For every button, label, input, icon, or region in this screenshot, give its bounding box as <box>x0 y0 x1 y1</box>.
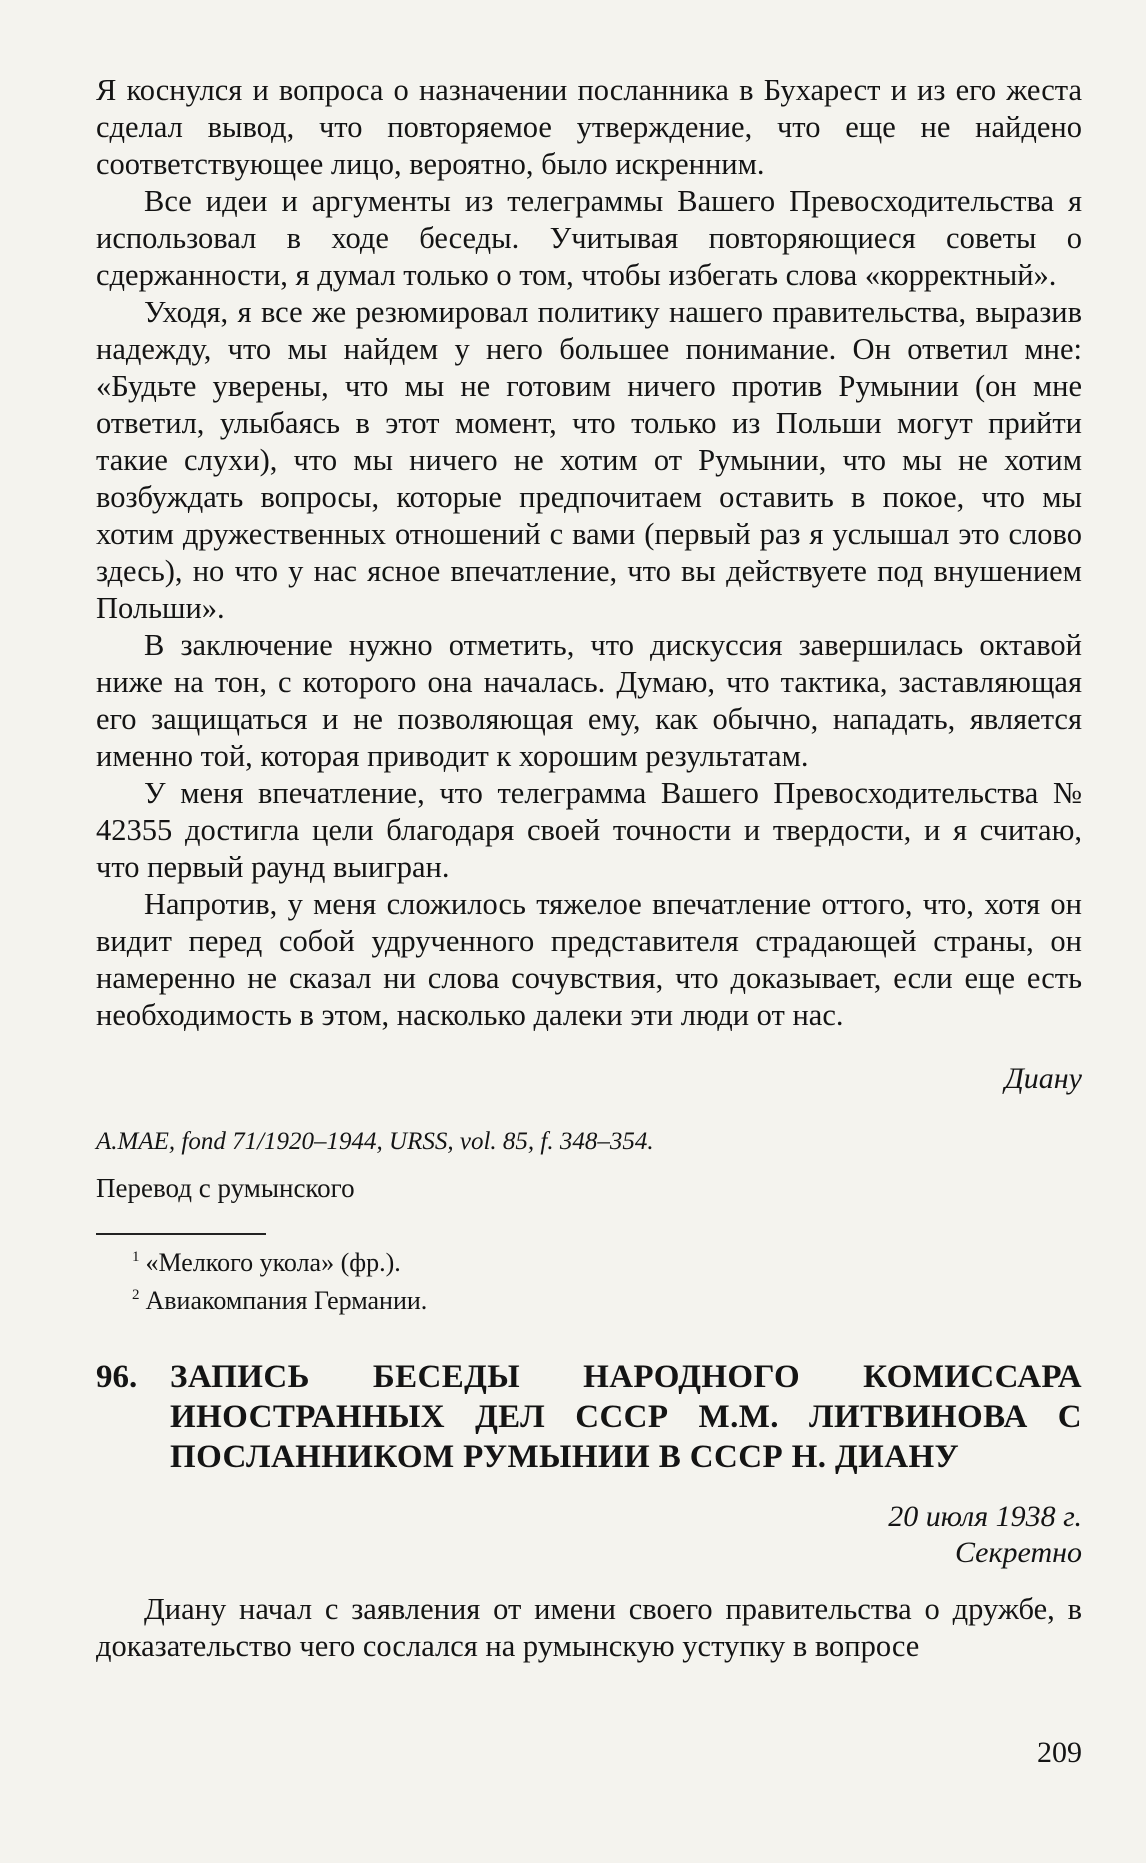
footnote-1 <box>132 1241 1082 1279</box>
paragraph-2: Все идеи и аргументы из телеграммы Вашего Превосходительства я использовал в ходе беседы. Учитывая повторяющиеся советы о сдержанности, я думал только о том, чтобы избегать слова «корректный». <box>96 184 1082 292</box>
document-date: 20 июля 1938 г. <box>888 1500 1082 1533</box>
paragraph-4: В заключение нужно отметить, что дискуссия завершилась октавой ниже на тон, с которого она началась. Думаю, что тактика, заставляющая его защищаться и не позволяющая ему, как обычно, нападать, является именно той, которая приводит к хорошим результатам. <box>96 628 1082 773</box>
translation-note: Перевод с румынского <box>96 1173 355 1203</box>
paragraph-5: У меня впечатление, что телеграмма Вашего Превосходительства № 42355 достигла цели благодаря своей точности и твердости, и я считаю, что первый раунд выигран. <box>96 776 1082 884</box>
document-number: 96. <box>96 1359 138 1395</box>
document-classification: Секретно <box>954 1536 1082 1569</box>
footnote-divider <box>96 1233 266 1235</box>
archive-source: A.MAE, fond 71/1920–1944, URSS, vol. 85, f. 348–354. <box>96 1128 654 1155</box>
footnote-2-number: 2 <box>132 1287 140 1303</box>
paragraph-6: Напротив, у меня сложилось тяжелое впечатление оттого, что, хотя он видит перед собой удрученного представителя страдающей страны, он намеренно не сказал ни слова сочувствия, что доказывает, если еще есть необходимость в этом, насколько далеки эти люди от нас. <box>96 887 1082 1032</box>
footnote-2-text: Авиакомпания Германии. <box>145 1286 428 1315</box>
footnote-1-text: «Мелкого укола» (фр.). <box>145 1248 401 1277</box>
document-title: ЗАПИСЬ БЕСЕДЫ НАРОДНОГО КОМИССАРА ИНОСТРАННЫХ ДЕЛ СССР М.М. ЛИТВИНОВА С ПОСЛАННИКОМ РУМЫНИИ В СССР Н. ДИАНУ <box>170 1359 1082 1475</box>
footnote-1-number: 1 <box>132 1249 140 1265</box>
footnote-2 <box>132 1279 1082 1317</box>
book-page <box>96 72 1082 1665</box>
paragraph-1: Я коснулся и вопроса о назначении посланника в Бухарест и из его жеста сделал вывод, что повторяемое утверждение, что еще не найдено соответствующее лицо, вероятно, было искренним. <box>96 73 1082 181</box>
document-opening-paragraph: Диану начал с заявления от имени своего правительства о дружбе, в доказательство чего сослался на румынскую уступку в вопросе <box>96 1592 1082 1663</box>
signature: Диану <box>1004 1062 1082 1095</box>
paragraph-3: Уходя, я все же резюмировал политику нашего правительства, выразив надежду, что мы найдем у него большее понимание. Он ответил мне: «Будьте уверены, что мы не готовим ничего против Румынии (он мне ответил, улыбаясь в этот момент, что только из Польши могут прийти такие слухи), что мы ничего не хотим от Румынии, что мы не хотим возбуждать вопросы, которые предпочитаем оставить в покое, что мы хотим дружественных отношений с вами (первый раз я услышал это слово здесь), но что у нас ясное впечатление, что вы действуете под внушением Польши». <box>96 295 1082 625</box>
document-heading <box>96 1357 1082 1477</box>
page-number: 209 <box>1037 1736 1082 1769</box>
